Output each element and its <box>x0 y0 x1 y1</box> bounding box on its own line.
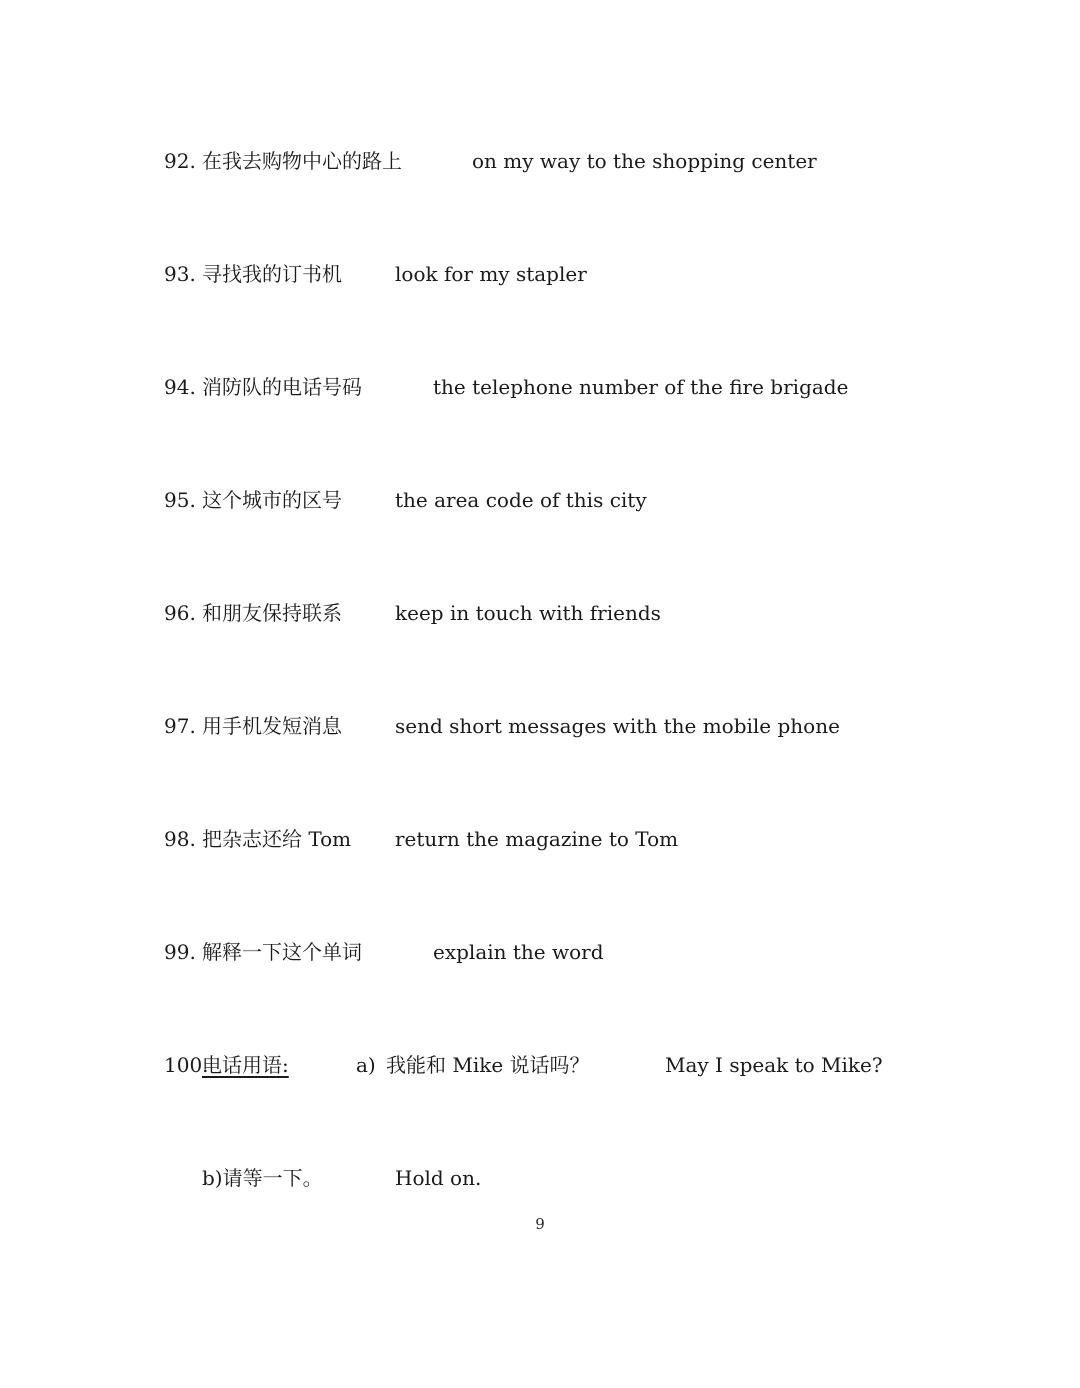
page-number: 9 <box>535 1215 545 1233</box>
entry-english: send short messages with the mobile phone <box>395 714 840 738</box>
entry-number: 94. <box>164 375 196 399</box>
sub-item-marker: a) <box>356 1053 376 1077</box>
entry-number: 95. <box>164 488 196 512</box>
phone-phrases-label: 电话用语: <box>202 1053 289 1077</box>
entry-number: 98. <box>164 827 196 851</box>
entry-english: explain the word <box>433 940 604 964</box>
entry-english: the area code of this city <box>395 488 647 512</box>
entry-number: 93. <box>164 262 196 286</box>
entry-chinese: 解释一下这个单词 <box>202 940 362 964</box>
entry-number: 97. <box>164 714 196 738</box>
entry-number: 92. <box>164 149 196 173</box>
entry-chinese: 在我去购物中心的路上 <box>202 149 402 173</box>
entry-chinese: b)请等一下。 <box>202 1166 323 1190</box>
entry-english: look for my stapler <box>395 262 587 286</box>
entry-chinese: 我能和 Mike 说话吗？ <box>386 1053 590 1077</box>
entry-english: the telephone number of the fire brigade <box>433 375 849 399</box>
entry-chinese: 消防队的电话号码 <box>202 375 362 399</box>
entry-chinese: 寻找我的订书机 <box>202 262 342 286</box>
entry-english: keep in touch with friends <box>395 601 661 625</box>
entry-number: 99. <box>164 940 196 964</box>
entry-chinese: 用手机发短消息 <box>202 714 342 738</box>
entry-number: 100. <box>164 1053 209 1077</box>
entry-english: return the magazine to Tom <box>395 827 679 851</box>
entry-chinese: 把杂志还给 Tom <box>202 827 352 851</box>
entry-english: on my way to the shopping center <box>472 149 817 173</box>
entry-chinese: 和朋友保持联系 <box>202 601 342 625</box>
entry-chinese: 这个城市的区号 <box>202 488 342 512</box>
entry-english: Hold on. <box>395 1166 482 1190</box>
entry-english: May I speak to Mike? <box>665 1053 883 1077</box>
entry-number: 96. <box>164 601 196 625</box>
